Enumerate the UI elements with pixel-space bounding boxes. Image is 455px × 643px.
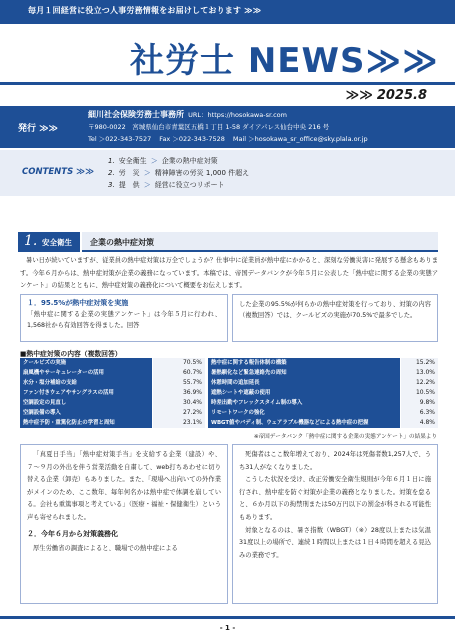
publisher-url[interactable]: URL：https://hosokawa-sr.com xyxy=(188,111,287,119)
chevron-right-icon: ＞ xyxy=(150,157,158,165)
contents-item-num: 2. xyxy=(108,169,115,177)
section-number: 1. xyxy=(24,233,38,249)
finding-text-right: した企業の95.5%が何らかの熱中症対策を行っており、対策の内容（複数回答）では、クールビズの実施が70.5%で最多でした。 xyxy=(239,301,431,319)
tagline: 毎月１回経営に役立つ人事労務情報をお届けしております ≫≫ xyxy=(28,6,262,15)
table-title: ■熱中症対策の内容（複数回答） xyxy=(20,350,122,358)
table-cell-label: 空調設定の見直し xyxy=(20,398,152,408)
contents-list xyxy=(108,155,249,191)
publisher-mail[interactable]: Mail ＞hosokawa_sr_office@sky.plala.or.jp xyxy=(232,135,368,143)
lower-left-text-2: 厚生労働省の調査によると、職場での熱中症による xyxy=(33,544,178,552)
section-title-box xyxy=(82,232,438,252)
table-cell-value: 15.2% xyxy=(401,358,438,368)
section-category: 安全衛生 xyxy=(42,238,72,247)
masthead-stripe xyxy=(0,82,455,85)
table-row xyxy=(20,398,438,408)
table-cell-label: 熱中症予防・重篤化防止の学習と周知 xyxy=(20,418,152,428)
table-row xyxy=(20,368,438,378)
table-cell-value: 36.9% xyxy=(153,388,205,398)
contents-block xyxy=(0,150,455,196)
publisher-tel: Tel ＞022-343-7527 xyxy=(88,135,152,143)
table-cell-label: 水分・塩分補給の支給 xyxy=(20,378,152,388)
table-cell-label: クールビズの実施 xyxy=(20,358,152,368)
lead-paragraph: 暑い日が続いていますが、従業員の熱中症対策は万全でしょうか？仕事中に従業員が熱中症にかかると、深刻な労働災害に発展する懸念もあります。今年６月からは、熱中症対策が企業の義務になっています。本稿では、帝国データバンクが今年５月に公表した「熱中症に関する企業の実態アンケート」の結果とともに、熱中症対策の義務化について概要をお伝えします。 xyxy=(20,257,438,290)
table-cell-label: 扇風機やサーキュレーターの活用 xyxy=(20,368,152,378)
mandate-heading: ２．今年６月から対策義務化 xyxy=(27,529,118,538)
section-header xyxy=(18,232,438,252)
table-cell-label: 空調設備の導入 xyxy=(20,408,152,418)
table-cell-label: 時差出勤やフレックスタイム制の導入 xyxy=(208,398,400,408)
table-row xyxy=(20,358,438,368)
contents-item-title: 精神障害の労災 1,000 件超え xyxy=(154,169,250,177)
lower-right-text: 死傷者はここ数年増えており、2024年は死傷者数1,257人で、うち31人がなくなりました。 xyxy=(239,451,431,471)
table-cell-value: 27.2% xyxy=(153,408,205,418)
table-row xyxy=(20,388,438,398)
publisher-fax: Fax ＞022-343-7528 xyxy=(159,135,225,143)
publisher-block xyxy=(0,106,455,148)
section-number-box xyxy=(18,232,80,252)
lower-right-text-3: 対象となるのは、暑さ指数（WBGT）（※）28度以上または気温31度以上の場所で、連続１時間以上または１日４時間を超える見込みの業務です。 xyxy=(239,526,431,559)
table-cell-label: 遮熱シートや遮蔽の使用 xyxy=(208,388,400,398)
finding-text-left: 「熱中症に関する企業の実態アンケート」は今年５月に行われ、1,568社から有効回答を得ました。回答 xyxy=(27,311,221,329)
logo-text: 社労士 NEWS xyxy=(130,41,366,81)
contents-item[interactable] xyxy=(108,167,249,179)
finding-box-right xyxy=(232,294,438,342)
table-cell-value: 4.8% xyxy=(401,418,438,428)
contents-item-title: 経営に役立つリポート xyxy=(154,181,225,189)
table-cell-value: 13.0% xyxy=(401,368,438,378)
lower-right-column xyxy=(232,444,438,604)
footer-stripe xyxy=(0,616,455,619)
lower-right-text-2: こうした状況を受け、改正労働安全衛生規則が今年６月１日に施行され、熱中症を防ぐ対策が企業の義務となりました。対策を怠ると、６か月以下の拘禁刑または50万円以下の罰金が科される可能性もあります。 xyxy=(239,476,431,521)
table-cell-label: WBGT値やバディ制、ウェアラブル機器などによる熱中症の把握 xyxy=(208,418,400,428)
table-row xyxy=(20,418,438,428)
contents-item-num: 3. xyxy=(108,181,115,189)
contents-item[interactable] xyxy=(108,155,249,167)
table-cell-value: 9.8% xyxy=(401,398,438,408)
contents-item-category: 提 供 xyxy=(118,181,140,189)
table-row xyxy=(20,378,438,388)
issue-date xyxy=(346,88,427,103)
publisher-details xyxy=(88,109,368,145)
table-cell-label: 暑熱馴化など緊急連絡先の周知 xyxy=(208,368,400,378)
logo-chevrons: ≫≫ xyxy=(365,41,439,81)
table-cell-value: 55.7% xyxy=(153,378,205,388)
finding-box-left xyxy=(20,294,228,342)
measures-table xyxy=(20,358,438,429)
table-cell-label: 休憩時間の追加延長 xyxy=(208,378,400,388)
finding-heading: １．95.5%が熱中症対策を実施 xyxy=(27,299,129,307)
chevron-right-icon: ＞ xyxy=(143,181,151,189)
table-cell-label: リモートワークの強化 xyxy=(208,408,400,418)
contents-item-title: 企業の熱中症対策 xyxy=(161,157,218,165)
issue-chevrons: ≫≫ xyxy=(345,88,373,103)
newsletter-logo xyxy=(130,33,439,82)
contents-item-category: 労 災 xyxy=(118,169,140,177)
publisher-name: 細川社会保険労務士事務所 xyxy=(88,110,184,119)
issue-value: 2025.8 xyxy=(376,88,427,103)
table-cell-value: 10.5% xyxy=(401,388,438,398)
table-source-note: ※帝国データバンク「熱中症に関する企業の実態アンケート」の結果より xyxy=(253,434,437,440)
table-cell-value: 70.5% xyxy=(153,358,205,368)
top-band xyxy=(0,0,455,24)
contents-item-category: 安全衛生 xyxy=(118,157,147,165)
contents-item-num: 1. xyxy=(108,157,115,165)
page-number: - 1 - xyxy=(219,624,236,632)
table-cell-value: 30.4% xyxy=(153,398,205,408)
table-cell-label: ファン付きウェアやサングラスの活用 xyxy=(20,388,152,398)
lower-left-text: 「真夏日手当」「熱中症対策手当」を支給する企業（建設）や、７〜９月の外出を伴う営業活動を自粛して、web打ちあわせに切り替える企業（卸売）もありました。また、「現場へ出向いての外作業がメインのため、ここ数年、毎年何名かは熱中症で体調を崩している。会社も重篤事項と考えている」（医療・福祉・保健衛生）という声も寄せられました。 xyxy=(27,451,221,521)
table-cell-value: 12.2% xyxy=(401,378,438,388)
table-cell-label: 熱中症に関する報告体制の構築 xyxy=(208,358,400,368)
lower-left-column xyxy=(20,444,228,604)
contents-item[interactable] xyxy=(108,179,249,191)
publisher-address: 〒980-0022 宮城県仙台市青葉区五橋１丁目 1-58 ダイアパレス仙台中央 216 号 xyxy=(88,123,330,131)
contents-label: CONTENTS ≫≫ xyxy=(22,167,94,177)
section-title: 企業の熱中症対策 xyxy=(90,238,154,247)
table-cell-value: 6.3% xyxy=(401,408,438,418)
table-cell-value: 23.1% xyxy=(153,418,205,428)
chevron-right-icon: ＞ xyxy=(143,169,151,177)
table-cell-value: 60.7% xyxy=(153,368,205,378)
table-row xyxy=(20,408,438,418)
publisher-label: 発行 ≫≫ xyxy=(18,124,58,134)
